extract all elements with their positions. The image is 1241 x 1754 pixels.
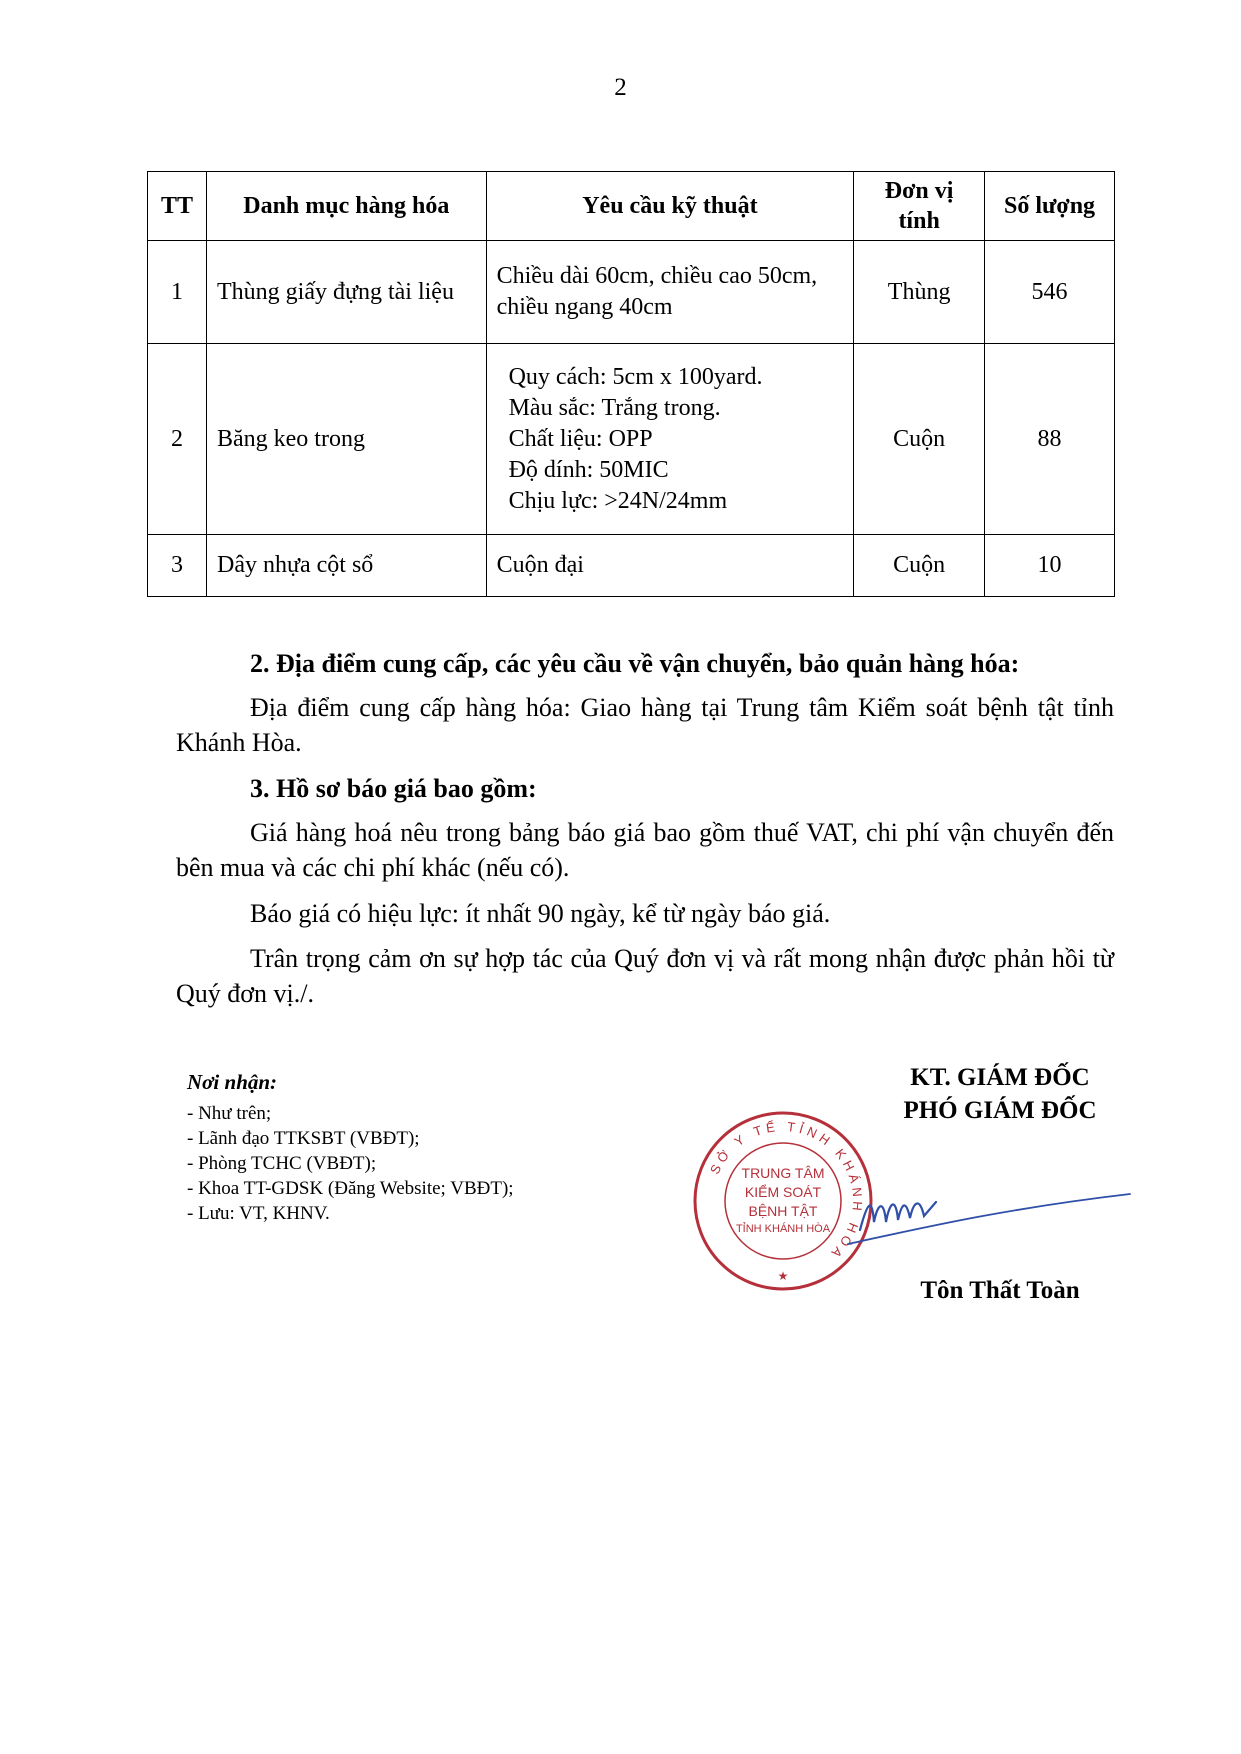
col-header-item: Danh mục hàng hóa [206, 172, 486, 241]
section3-paragraph: Báo giá có hiệu lực: ít nhất 90 ngày, kể từ ngày báo giá. [250, 899, 831, 928]
cell-item: Băng keo trong [206, 344, 486, 535]
svg-text:TRUNG TÂM: TRUNG TÂM [741, 1165, 825, 1181]
goods-table [147, 171, 1115, 597]
recipients-title: Nơi nhận: [187, 1070, 278, 1094]
spec-line: Chất liệu: OPP [508, 425, 653, 452]
col-header-tt: TT [148, 172, 207, 241]
spec-line: Chịu lực: >24N/24mm [508, 487, 728, 514]
cell-item: Dây nhựa cột sổ [206, 535, 486, 597]
col-header-quantity: Số lượng [985, 172, 1115, 241]
recipient-item: - Lưu: VT, KHNV. [187, 1203, 330, 1224]
col-header-unit-line2: tính [898, 208, 940, 234]
cell-unit: Cuộn [854, 344, 985, 535]
cell-requirements: Chiều dài 60cm, chiều cao 50cm, chiều ngang 40cm [486, 241, 854, 344]
section3-heading: 3. Hồ sơ báo giá bao gồm: [250, 774, 537, 803]
page-number: 2 [614, 74, 627, 101]
cell-unit: Cuộn [854, 535, 985, 597]
table-header-row [148, 172, 1115, 241]
cell-requirements: Cuộn đại [486, 535, 854, 597]
cell-tt: 2 [148, 344, 207, 535]
section3-paragraph: Giá hàng hoá nêu trong bảng báo giá bao gồm thuế VAT, chi phí vận chuyển đến bên mua và các chi phí khác (nếu có). [176, 818, 1114, 882]
cell-tt: 1 [148, 241, 207, 344]
table-row [148, 241, 1115, 344]
signer-title-line2: PHÓ GIÁM ĐỐC [903, 1097, 1097, 1124]
cell-tt: 3 [148, 535, 207, 597]
cell-item: Thùng giấy đựng tài liệu [206, 241, 486, 344]
col-header-unit-line1: Đơn vị [884, 178, 954, 204]
spec-line: Độ dính: 50MIC [508, 456, 669, 483]
section2-heading: 2. Địa điểm cung cấp, các yêu cầu về vận chuyển, bảo quản hàng hóa: [250, 649, 1020, 678]
svg-text:★: ★ [777, 1269, 789, 1283]
section2-body: Địa điểm cung cấp hàng hóa: Giao hàng tại Trung tâm Kiểm soát bệnh tật tỉnh Khánh Hòa. [176, 693, 1114, 757]
section3-paragraph: Trân trọng cảm ơn sự hợp tác của Quý đơn vị và rất mong nhận được phản hồi từ Quý đơn vị./. [176, 944, 1114, 1008]
svg-text:SỞ Y TẾ TỈNH KHÁNH HÒA: SỞ Y TẾ TỈNH KHÁNH HÒA [706, 1118, 866, 1264]
signer-title-line1: KT. GIÁM ĐỐC [910, 1064, 1090, 1091]
signer-name: Tôn Thất Toàn [920, 1277, 1080, 1304]
handwritten-signature [840, 1160, 1140, 1250]
recipient-item: - Lãnh đạo TTKSBT (VBĐT); [187, 1128, 420, 1149]
spec-line: Màu sắc: Trắng trong. [508, 394, 721, 421]
recipient-item: - Khoa TT-GDSK (Đăng Website; VBĐT); [187, 1178, 514, 1199]
table-row [148, 535, 1115, 597]
svg-text:KIỂM SOÁT: KIỂM SOÁT [744, 1184, 822, 1200]
svg-text:TỈNH KHÁNH HÒA: TỈNH KHÁNH HÒA [735, 1223, 831, 1235]
table-row [148, 344, 1115, 535]
cell-quantity: 88 [985, 344, 1115, 535]
cell-unit: Thùng [854, 241, 985, 344]
cell-quantity: 546 [985, 241, 1115, 344]
recipients-block [187, 1070, 514, 1226]
cell-quantity: 10 [985, 535, 1115, 597]
spec-line: Quy cách: 5cm x 100yard. [508, 363, 763, 390]
svg-text:BỆNH TẬT: BỆNH TẬT [748, 1203, 818, 1219]
recipient-item: - Như trên; [187, 1103, 272, 1124]
cell-requirements [486, 344, 854, 535]
col-header-requirements: Yêu cầu kỹ thuật [486, 172, 854, 241]
recipient-item: - Phòng TCHC (VBĐT); [187, 1153, 377, 1174]
col-header-unit [854, 172, 985, 241]
